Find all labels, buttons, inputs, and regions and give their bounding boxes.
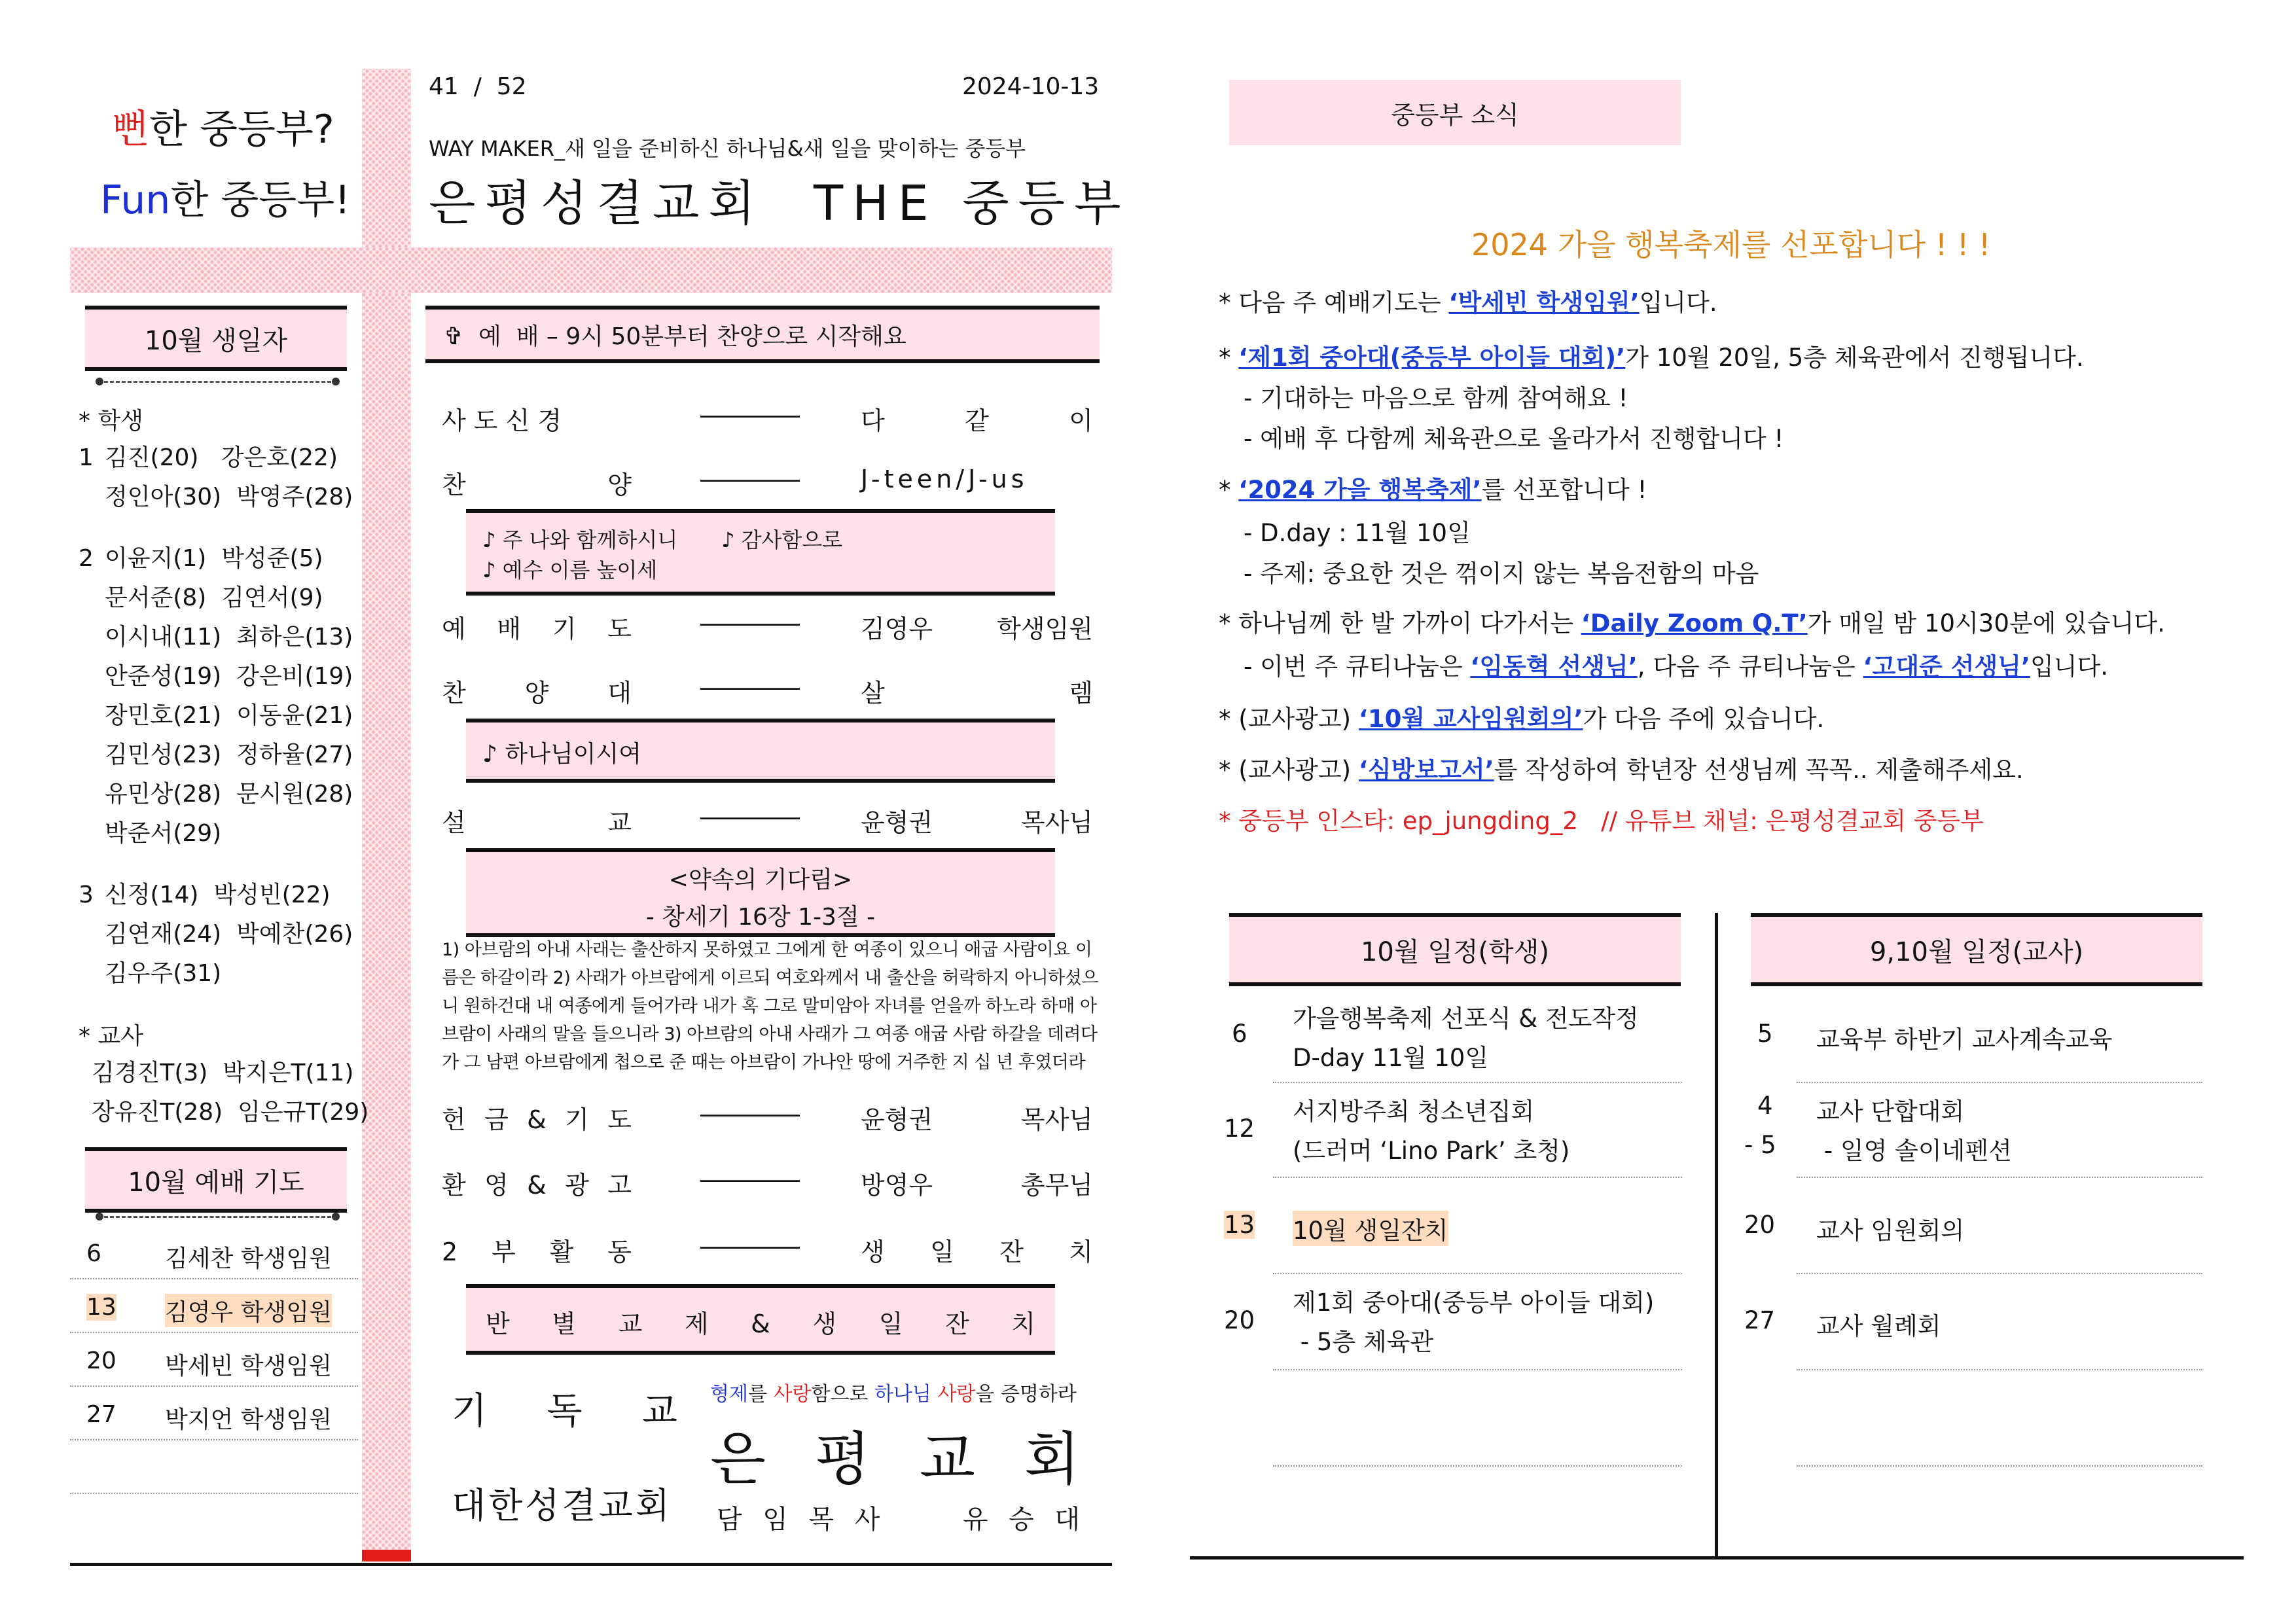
student-label: * 학생 [79,408,143,435]
table-row [70,1227,358,1279]
teacher-schedule-header [1751,913,2202,986]
news-link[interactable]: ‘임동혁 선생님’ [1470,652,1638,681]
slogan-1-rest: 한 중등부? [149,107,334,152]
tag-part: 사랑 [773,1383,812,1406]
slogan-1 [111,98,334,154]
prayer-header [85,1147,347,1213]
birthday-line: 이윤지(1) 박성준(5) [105,545,323,572]
worship-dash: ―――― [700,465,800,493]
tag-part: 를 [747,1383,774,1406]
tag-part: 을 증명하라 [975,1383,1077,1406]
footer-left-1: 기 독 교 [452,1390,677,1433]
news-link[interactable]: ‘10월 교사임원회의’ [1358,705,1583,733]
sermon-title: <약속의 기다림> [668,866,853,893]
news-item: * (교사광고) ‘10월 교사임원회의’가 다음 주에 있습니다. [1219,705,1825,733]
subtitle: WAY MAKER_새 일을 준비하신 하나님&새 일을 맞이하는 중등부 [429,136,1026,161]
worship-item-person: 윤형권 목사님 [861,808,1093,837]
worship-dash: ―――― [700,802,800,831]
schedule-text: (드러머 ‘Lino Park’ 초청) [1293,1137,1570,1165]
headline: 2024 가을 행복축제를 선포합니다 ! ! ! [1471,227,1991,262]
song: ♪ 감사함으로 [721,527,843,552]
schedule-text: 10월 생일잔치 [1293,1211,1448,1246]
birthday-line: 신정(14) 박성빈(22) [105,882,331,908]
bottom-rule [70,1563,1112,1566]
worship-item-person: 다 같 이 [861,406,1093,435]
song: ♪ 예수 이름 높이세 [482,558,658,582]
grade-number: 2 [79,545,94,572]
news-item: * (교사광고) ‘심방보고서’를 작성하여 학년장 선생님께 꼭꼭.. 제출해주세요. [1219,756,2024,784]
news-link[interactable]: ‘심방보고서’ [1358,756,1494,784]
birthday-teachers [92,1054,368,1132]
schedule-day: 12 [1224,1115,1255,1143]
schedule-text: - 일영 솔이네펜션 [1816,1137,2012,1165]
birthday-title: 10월 생일자 [144,325,288,356]
slogan-1-prefix: 뻔 [111,107,149,152]
worship-item-person: 김영우 학생임원 [861,615,1093,643]
birthday-header [85,306,347,371]
footer-tagline [710,1378,1077,1406]
schedule-text: 교사 임원회의 [1816,1217,1965,1245]
activity-text: 반 별 교 제 & 생 일 잔 치 [486,1310,1035,1338]
worship-dash: ―――― [700,1099,800,1128]
slogan-2-rest: 한 중등부! [170,177,351,223]
worship-item-name: 환 영 & 광 고 [442,1171,632,1200]
news-subitem: - 예배 후 다함께 체육관으로 올라가서 진행합니다 ! [1244,425,1784,453]
sermon-ref: - 창세기 16장 1-3절 - [645,904,876,931]
footer-left-2: 대한성결교회 [452,1485,672,1526]
page-number: 41 / 52 [429,73,527,100]
tag-part: 하나님 [874,1383,931,1406]
schedule-text: 가을행복축제 선포식 & 전도작정 [1293,1005,1639,1033]
scripture-line: 름은 하갈이라 2) 사래가 아브람에게 이르되 여호와께서 내 출산을 허락하지 아니하셨으 [442,968,1098,988]
schedule-day: - 5 [1744,1131,1776,1159]
news-subitem: - 주제: 중요한 것은 꺾이지 않는 복음전함의 마음 [1244,560,1759,588]
news-link[interactable]: ‘고대준 선생님’ [1863,652,2030,681]
table-row [70,1388,358,1440]
table-row [70,1281,358,1333]
news-link[interactable]: ‘Daily Zoom Q.T’ [1581,609,1808,637]
activity-box [466,1284,1055,1355]
scripture-line: 니 원하건대 내 여종에게 들어가라 내가 혹 그로 말미암아 자녀를 얻을까 하노라 하매 아 [442,996,1097,1016]
schedule-day: 27 [1744,1306,1776,1334]
news-item: * ‘제1회 중아대(중등부 아이들 대회)’가 10월 20일, 5층 체육관에서 진행됩니다. [1219,344,2084,372]
song-box-2 [466,719,1055,783]
page-title: 은평성결교회 THE 중등부 [429,175,1130,232]
slogan-2-prefix: Fun [100,177,171,223]
grade-2 [79,539,353,853]
schedule-day: 20 [1744,1211,1776,1239]
schedule-day: 4 [1757,1092,1773,1120]
worship-item-name: 찬 양 대 [442,679,632,707]
birthday-line: 김진(20) 강은호(22) [105,444,338,471]
worship-item-person: 방영우 총무님 [861,1171,1093,1200]
prayer-name: 김세찬 학생임원 [165,1245,332,1272]
song: ♪ 주 나와 함께하시니 [482,527,678,552]
birthday-line: 장민호(21) 이동윤(21) [105,702,353,729]
prayer-day: 27 [86,1401,117,1428]
schedule-day: 20 [1224,1306,1255,1334]
news-item: * ‘2024 가을 행복축제’를 선포합니다 ! [1219,476,1647,504]
worship-dash: ―――― [700,673,800,702]
tag-part: 사랑 [937,1383,976,1406]
birthday-line: 안준성(19) 강은비(19) [105,663,353,690]
news-link[interactable]: ‘제1회 중아대(중등부 아이들 대회)’ [1238,344,1626,372]
schedule-text: 교사 월례회 [1816,1312,1941,1340]
scripture-line: 가 그 남편 아브람에게 첩으로 준 때는 아브람이 가나안 땅에 거주한 지 십 년 후였더라 [442,1052,1085,1073]
slogan-2 [100,169,350,225]
worship-item-name: 설 교 [442,808,632,837]
worship-dash: ―――― [700,1165,800,1194]
birthday-students [79,438,353,993]
schedule-text: 교사 단합대회 [1816,1097,1965,1126]
worship-item-person: 윤형권 목사님 [861,1105,1093,1134]
worship-item-name: 헌 금 & 기 도 [442,1105,632,1134]
news-link[interactable]: ‘박세빈 학생임원’ [1448,289,1640,317]
worship-dash: ―――― [700,401,800,429]
cross-foot [362,1550,411,1561]
tag-part: 함으로 [811,1383,874,1406]
schedule-text: 제1회 중아대(중등부 아이들 대회) [1293,1289,1655,1317]
issue-date: 2024-10-13 [962,73,1100,100]
worship-item-person: J-teen/J-us [861,465,1028,493]
grade-number: 3 [79,882,94,908]
scripture-line: 1) 아브람의 아내 사래는 출산하지 못하였고 그에게 한 여종이 있으니 애굽 사람이요 이 [442,940,1092,960]
social-links: * 중등부 인스타: ep_jungding_2 // 유튜브 채널: 은평성결교회 중등부 [1219,807,1984,835]
schedule-text: 교육부 하반기 교사계속교육 [1816,1026,2113,1054]
song-box-1 [466,509,1055,596]
worship-item-name: 2 부 활 동 [442,1238,632,1266]
prayer-name: 박지언 학생임원 [165,1406,332,1433]
worship-header-text: ✞ 예 배 – 9시 50분부터 찬양으로 시작해요 [444,323,906,350]
prayer-name: 박세빈 학생임원 [165,1353,332,1380]
birthday-line: 유민상(28) 문시원(28) [105,781,353,808]
schedule-day: 5 [1757,1020,1773,1048]
news-header [1229,80,1681,145]
song: ♪ 하나님이시여 [482,741,642,768]
news-subitem: - 기대하는 마음으로 함께 참여해요 ! [1244,384,1628,412]
grade-1 [79,438,353,517]
student-schedule-header [1229,913,1681,986]
worship-dash: ―――― [700,609,800,637]
birthday-line: 정인아(30) 박영주(28) [105,484,353,510]
cross-horizontal [70,247,1112,293]
news-subitem: - D.day : 11월 10일 [1244,519,1471,547]
teacher-line: 장유진T(28) 임은규T(29) [92,1099,369,1126]
birthday-line: 김우주(31) [105,960,222,987]
worship-item-person: 생 일 잔 치 [861,1238,1093,1266]
tag-part: 형제 [710,1383,748,1406]
worship-header [425,306,1100,363]
student-schedule-title: 10월 일정(학생) [1360,936,1550,967]
birthday-line: 박준서(29) [105,820,222,847]
table-row [1273,1369,1682,1467]
prayer-day: 13 [86,1294,117,1321]
table-row [1797,1369,2202,1467]
schedule-bottom-rule [1190,1556,2244,1560]
teacher-line: 김경진T(3) 박지은T(11) [92,1060,354,1086]
teacher-label: * 교사 [79,1023,143,1050]
news-item: * 하나님께 한 발 가까이 다가서는 ‘Daily Zoom Q.T’가 매일 밤 10시30분에 있습니다. [1219,609,2165,637]
prayer-day: 6 [86,1240,101,1267]
prayer-name: 김영우 학생임원 [165,1294,332,1327]
worship-item-name: 찬 양 [442,471,632,499]
teacher-schedule-title: 9,10월 일정(교사) [1869,936,2084,967]
birthday-line: 김민성(23) 정하율(27) [105,741,353,768]
birthday-line: 문서준(8) 김연서(9) [105,584,323,611]
schedule-day: 6 [1232,1020,1247,1048]
footer-pastor: 담 임 목 사 유 승 대 [717,1505,1080,1535]
schedule-day: 13 [1224,1211,1255,1239]
birthday-line: 김연재(24) 박예찬(26) [105,921,353,948]
sermon-box [466,848,1055,937]
schedule-text: 서지방주최 청소년집회 [1293,1097,1535,1126]
grade-number: 1 [79,444,94,471]
news-item: * 다음 주 예배기도는 ‘박세빈 학생임원’입니다. [1219,289,1717,317]
news-header-text: 중등부 소식 [1391,100,1519,130]
prayer-day: 20 [86,1347,117,1374]
prayer-title: 10월 예배 기도 [128,1167,304,1198]
news-subitem: - 이번 주 큐티나눔은 ‘임동혁 선생님’, 다음 주 큐티나눔은 ‘고대준 선생님’입니다. [1244,652,2108,681]
table-row [70,1334,358,1387]
schedule-text: D-day 11월 10일 [1293,1044,1489,1072]
worship-item-name: 사 도 신 경 [442,406,562,435]
schedule-text: - 5층 체육관 [1293,1328,1434,1356]
worship-item-name: 예 배 기 도 [442,615,632,643]
scripture-line: 브람이 사래의 말을 들으니라 3) 아브람의 아내 사래가 그 여종 애굽 사람 하갈을 데려다 [442,1024,1098,1044]
scripture [442,936,1096,1077]
news-link[interactable]: ‘2024 가을 행복축제’ [1238,476,1482,504]
table-row [70,1442,358,1494]
grade-3 [79,876,353,993]
worship-item-person: 살 렘 [861,679,1093,707]
birthday-line: 이시내(11) 최하은(13) [105,624,353,651]
prayer-divider [98,1216,337,1218]
footer-church: 은 평 교 회 [710,1425,1080,1493]
schedule-divider [1715,913,1718,1558]
birthday-divider [98,381,337,383]
worship-dash: ―――― [700,1232,800,1260]
